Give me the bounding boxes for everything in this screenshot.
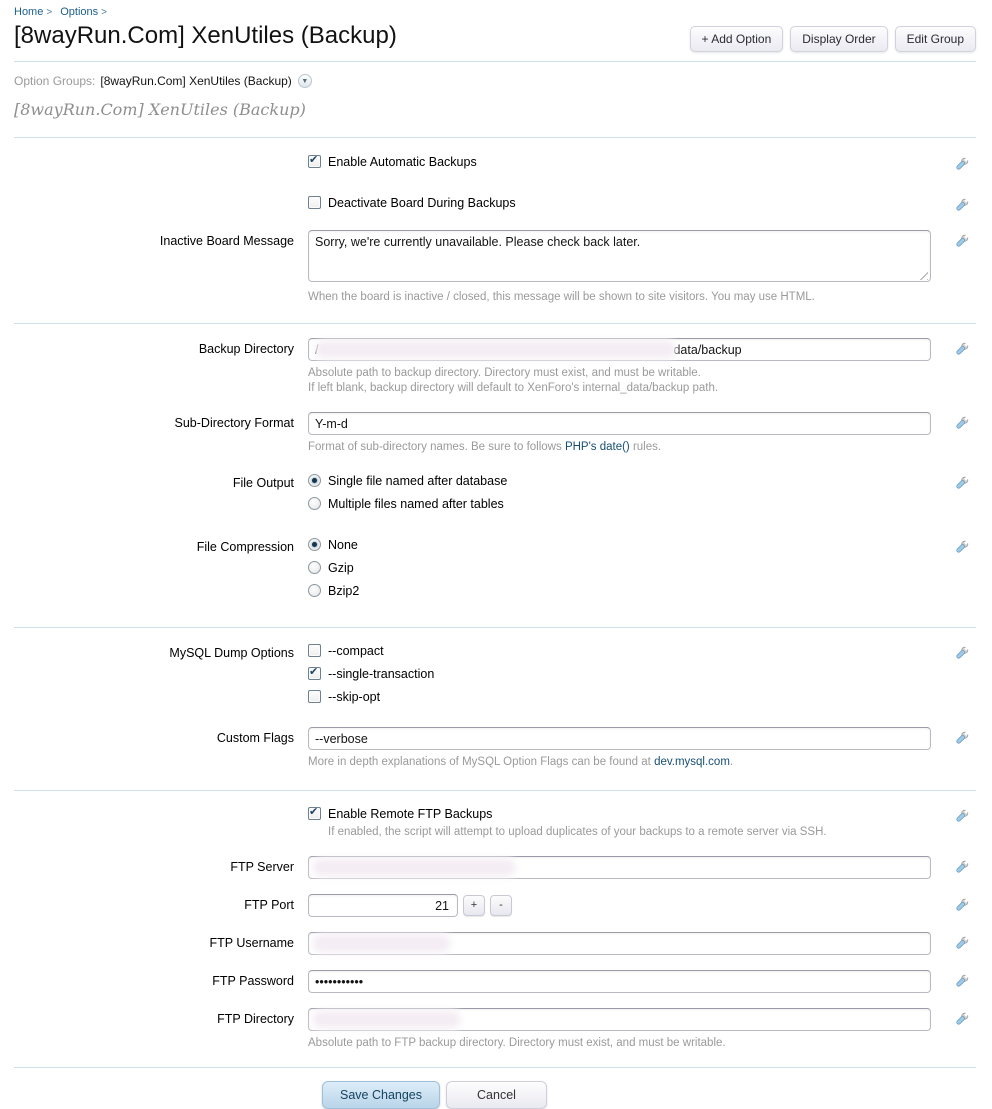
breadcrumb-separator: > <box>101 7 108 18</box>
file-compression-bzip2-radio[interactable] <box>308 584 321 597</box>
deactivate-board-checkbox[interactable] <box>308 196 321 209</box>
section-divider <box>14 627 976 628</box>
backup-directory-hint-line1: Absolute path to backup directory. Directory must exist, and must be writable. <box>308 367 701 379</box>
display-order-button[interactable]: Display Order <box>790 26 887 52</box>
option-row-ftp-directory <box>0 1008 992 1051</box>
backup-directory-input[interactable] <box>308 338 931 361</box>
header-buttons <box>690 26 976 52</box>
backup-directory-hint-line2: If left blank, backup directory will default to XenForo's internal_data/backup path. <box>308 382 719 394</box>
file-compression-label: File Compression <box>196 540 294 554</box>
option-row-ftp-username <box>0 932 992 955</box>
inactive-board-message-hint: When the board is inactive / closed, this message will be shown to site visitors. You may use HTML. <box>308 291 815 303</box>
enable-remote-ftp-checkbox[interactable] <box>308 807 321 820</box>
ftp-server-input[interactable] <box>308 856 931 879</box>
ftp-password-input[interactable] <box>308 970 931 993</box>
ftp-server-label: FTP Server <box>230 860 294 874</box>
redacted-text <box>315 937 448 950</box>
file-output-label: File Output <box>232 476 294 490</box>
option-row-inactive-board-message <box>0 230 992 305</box>
option-groups-bar <box>0 62 992 88</box>
cancel-button[interactable]: Cancel <box>446 1081 547 1109</box>
file-compression-gzip-label: Gzip <box>328 560 354 575</box>
option-row-ftp-server <box>0 856 992 879</box>
mysql-dump-options-label: MySQL Dump Options <box>169 646 294 660</box>
file-output-single-radio[interactable] <box>308 474 321 487</box>
sub-directory-format-label: Sub-Directory Format <box>174 416 294 430</box>
ftp-username-label: FTP Username <box>209 936 294 950</box>
edit-option-wrench-icon[interactable] <box>954 539 970 555</box>
mysql-skip-opt-checkbox[interactable] <box>308 690 321 703</box>
file-output-multiple-label: Multiple files named after tables <box>328 496 504 511</box>
sub-directory-format-input[interactable] <box>308 412 931 435</box>
edit-option-wrench-icon[interactable] <box>954 197 970 213</box>
file-compression-none-radio[interactable] <box>308 538 321 551</box>
option-row-deactivate-board <box>0 194 992 213</box>
chevron-down-circle-icon[interactable]: ▼ <box>298 74 312 88</box>
option-groups-label: Option Groups: <box>14 74 96 88</box>
ftp-directory-hint: Absolute path to FTP backup directory. Directory must exist, and must be writable. <box>308 1037 726 1049</box>
option-row-backup-directory <box>0 338 992 396</box>
file-compression-bzip2-label: Bzip2 <box>328 583 360 598</box>
mysql-skip-opt-label: --skip-opt <box>328 689 381 704</box>
option-group-heading: [8wayRun.Com] XenUtiles (Backup) <box>14 100 306 119</box>
mysql-single-transaction-label: --single-transaction <box>328 666 435 681</box>
option-row-file-output <box>0 472 992 512</box>
option-row-ftp-password <box>0 970 992 993</box>
file-output-single-label: Single file named after database <box>328 473 508 488</box>
port-decrement-button[interactable]: - <box>490 895 512 916</box>
breadcrumb-separator: > <box>46 7 53 18</box>
custom-flags-input[interactable] <box>308 727 931 750</box>
section-divider <box>14 790 976 791</box>
edit-option-wrench-icon[interactable] <box>954 897 970 913</box>
edit-option-wrench-icon[interactable] <box>954 859 970 875</box>
mysql-compact-label: --compact <box>328 643 384 658</box>
option-row-sub-directory-format <box>0 412 992 455</box>
mysql-compact-checkbox[interactable] <box>308 644 321 657</box>
ftp-directory-input[interactable] <box>308 1008 931 1031</box>
ftp-port-label: FTP Port <box>244 898 294 912</box>
enable-automatic-backups-checkbox[interactable] <box>308 155 321 168</box>
option-row-custom-flags <box>0 727 992 770</box>
option-row-file-compression <box>0 536 992 599</box>
edit-group-button[interactable]: Edit Group <box>895 26 976 52</box>
ftp-port-input[interactable] <box>308 894 458 917</box>
enable-remote-ftp-label: Enable Remote FTP Backups <box>328 806 493 821</box>
breadcrumb-options-link[interactable]: Options <box>60 6 99 18</box>
redacted-text <box>315 1013 458 1026</box>
dev-mysql-link[interactable]: dev.mysql.com <box>654 756 730 768</box>
edit-option-wrench-icon[interactable] <box>954 233 970 249</box>
edit-option-wrench-icon[interactable] <box>954 973 970 989</box>
redacted-text <box>315 861 513 874</box>
breadcrumb-home-link[interactable]: Home <box>14 6 44 18</box>
ftp-username-input[interactable] <box>308 932 931 955</box>
custom-flags-label: Custom Flags <box>216 731 294 745</box>
file-output-multiple-radio[interactable] <box>308 497 321 510</box>
port-increment-button[interactable]: + <box>463 895 485 916</box>
file-compression-none-label: None <box>328 537 358 552</box>
edit-option-wrench-icon[interactable] <box>954 475 970 491</box>
section-divider <box>14 137 976 138</box>
add-option-button[interactable]: + Add Option <box>690 26 784 52</box>
section-divider <box>14 323 976 324</box>
option-row-ftp-port <box>0 894 992 917</box>
breadcrumb <box>0 0 992 18</box>
save-changes-button[interactable]: Save Changes <box>322 1081 440 1109</box>
edit-option-wrench-icon[interactable] <box>954 415 970 431</box>
option-row-mysql-dump-options <box>0 642 992 705</box>
edit-option-wrench-icon[interactable] <box>954 341 970 357</box>
deactivate-board-label: Deactivate Board During Backups <box>328 195 516 210</box>
sub-directory-format-hint: Format of sub-directory names. Be sure to follows PHP's date() rules. <box>308 441 662 453</box>
enable-automatic-backups-label: Enable Automatic Backups <box>328 154 477 169</box>
page-title: [8wayRun.Com] XenUtiles (Backup) <box>14 22 397 49</box>
enable-remote-ftp-hint: If enabled, the script will attempt to upload duplicates of your backups to a remote server via SSH. <box>328 826 827 838</box>
php-date-link[interactable]: PHP's date() <box>564 441 630 453</box>
option-groups-selected: [8wayRun.Com] XenUtiles (Backup) <box>100 74 292 88</box>
backup-directory-label: Backup Directory <box>198 342 294 356</box>
inactive-board-message-textarea[interactable] <box>308 230 931 282</box>
option-row-enable-remote-ftp <box>0 805 992 840</box>
mysql-single-transaction-checkbox[interactable] <box>308 667 321 680</box>
redacted-text <box>318 343 673 356</box>
edit-option-wrench-icon[interactable] <box>954 1011 970 1027</box>
form-footer <box>0 1081 992 1109</box>
edit-option-wrench-icon[interactable] <box>954 935 970 951</box>
file-compression-gzip-radio[interactable] <box>308 561 321 574</box>
backup-directory-value-prefix: / <box>315 342 319 357</box>
ftp-password-label: FTP Password <box>212 974 294 988</box>
ftp-directory-label: FTP Directory <box>217 1012 294 1026</box>
backup-directory-value-suffix: data/backup <box>673 342 742 357</box>
edit-option-wrench-icon[interactable] <box>954 730 970 746</box>
edit-option-wrench-icon[interactable] <box>954 645 970 661</box>
edit-option-wrench-icon[interactable] <box>954 808 970 824</box>
edit-option-wrench-icon[interactable] <box>954 156 970 172</box>
page-header <box>0 18 992 61</box>
inactive-board-message-label: Inactive Board Message <box>159 234 294 248</box>
footer-divider <box>14 1067 976 1068</box>
option-row-enable-automatic-backups <box>0 153 992 172</box>
custom-flags-hint: More in depth explanations of MySQL Option Flags can be found at dev.mysql.com. <box>308 756 734 768</box>
